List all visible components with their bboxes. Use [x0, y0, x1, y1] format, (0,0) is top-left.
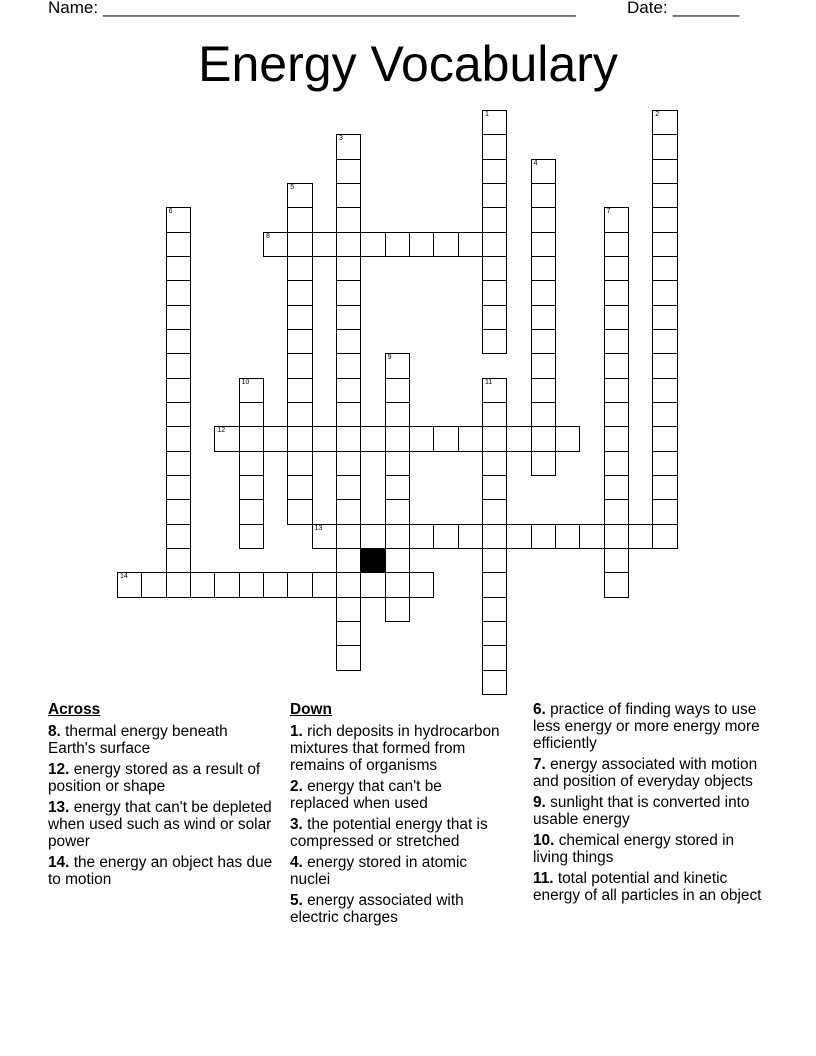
crossword-cell[interactable] [385, 353, 410, 378]
clue-number: 9 [387, 354, 392, 362]
clue-number: 3 [338, 135, 343, 143]
crossword-cell[interactable] [482, 475, 507, 500]
crossword-cell[interactable] [385, 572, 410, 597]
name-label: Name: [48, 0, 99, 17]
crossword-cell[interactable] [604, 548, 629, 573]
crossword-cell[interactable] [482, 426, 507, 451]
crossword-cell[interactable] [531, 159, 556, 184]
crossword-cell[interactable] [336, 475, 361, 500]
crossword-cell[interactable] [531, 426, 556, 451]
crossword-cell[interactable] [287, 183, 312, 208]
crossword-cell[interactable] [287, 207, 312, 232]
crossword-cell[interactable] [482, 572, 507, 597]
crossword-cell[interactable] [506, 426, 531, 451]
crossword-cell[interactable] [604, 378, 629, 403]
clue-number: 10 [241, 378, 250, 386]
crossword-cell[interactable] [482, 597, 507, 622]
crossword-cell[interactable] [287, 256, 312, 281]
crossword-cell[interactable] [531, 183, 556, 208]
crossword-cell[interactable] [312, 232, 337, 257]
crossword-cell[interactable] [482, 378, 507, 403]
clue-down-3: 3. the potential energy that is compressed or stretched [290, 816, 488, 850]
name-line: __________________________________________________ [103, 0, 576, 17]
crossword-cell[interactable] [482, 110, 507, 135]
crossword-cell[interactable] [652, 353, 677, 378]
crossword-cell[interactable] [117, 572, 142, 597]
crossword-cell[interactable] [433, 524, 458, 549]
crossword-cell[interactable] [531, 524, 556, 549]
crossword-cell[interactable] [433, 232, 458, 257]
crossword-cell[interactable] [482, 305, 507, 330]
crossword-cell[interactable] [166, 378, 191, 403]
across-heading: Across [48, 701, 101, 718]
clue-across-13: 13. energy that can't be depleted when used such as wind or solar power [48, 799, 272, 850]
clue-across-8: 8. thermal energy beneath Earth's surface [48, 723, 228, 757]
page-title: Energy Vocabulary [198, 36, 618, 92]
black-square [360, 548, 385, 573]
crossword-cell[interactable] [336, 256, 361, 281]
down-heading: Down [290, 701, 332, 718]
crossword-cell[interactable] [166, 329, 191, 354]
crossword-cell[interactable] [166, 305, 191, 330]
crossword-cell[interactable] [166, 499, 191, 524]
crossword-cell[interactable] [336, 524, 361, 549]
crossword-cell[interactable] [336, 134, 361, 159]
clue-number: 13 [314, 524, 323, 532]
clue-number: 6 [168, 208, 173, 216]
crossword-cell[interactable] [312, 524, 337, 549]
crossword-cell[interactable] [385, 524, 410, 549]
crossword-cell[interactable] [652, 402, 677, 427]
crossword-cell[interactable] [287, 572, 312, 597]
crossword-cell[interactable] [652, 232, 677, 257]
crossword-cell[interactable] [652, 183, 677, 208]
crossword-cell[interactable] [604, 572, 629, 597]
crossword-cell[interactable] [287, 280, 312, 305]
crossword-cell[interactable] [336, 378, 361, 403]
crossword-cell[interactable] [336, 183, 361, 208]
crossword-cell[interactable] [287, 475, 312, 500]
crossword-cell[interactable] [652, 426, 677, 451]
clue-down-11: 11. total potential and kinetic energy of all particles in an object [533, 870, 762, 904]
crossword-cell[interactable] [628, 524, 653, 549]
crossword-cell[interactable] [287, 232, 312, 257]
crossword-cell[interactable] [166, 572, 191, 597]
clue-down-1: 1. rich deposits in hydrocarbon mixtures that formed from remains of organisms [290, 723, 500, 774]
crossword-cell[interactable] [458, 426, 483, 451]
crossword-cell[interactable] [385, 426, 410, 451]
crossword-cell[interactable] [652, 499, 677, 524]
crossword-cell[interactable] [652, 134, 677, 159]
crossword-cell[interactable] [385, 475, 410, 500]
crossword-cell[interactable] [263, 232, 288, 257]
crossword-cell[interactable] [336, 353, 361, 378]
crossword-cell[interactable] [458, 232, 483, 257]
crossword-cell[interactable] [385, 451, 410, 476]
crossword-cell[interactable] [604, 207, 629, 232]
crossword-cell[interactable] [263, 572, 288, 597]
clue-down-6: 6. practice of finding ways to use less energy or more energy more efficiently [533, 701, 760, 752]
crossword-cell[interactable] [287, 426, 312, 451]
crossword-cell[interactable] [287, 499, 312, 524]
crossword-cell[interactable] [604, 329, 629, 354]
crossword-cell[interactable] [531, 451, 556, 476]
crossword-cell[interactable] [652, 378, 677, 403]
crossword-cell[interactable] [604, 280, 629, 305]
across-clues [48, 701, 276, 892]
crossword-cell[interactable] [239, 524, 264, 549]
crossword-cell[interactable] [652, 524, 677, 549]
clue-number: 14 [120, 573, 128, 581]
crossword-cell[interactable] [482, 329, 507, 354]
crossword-cell[interactable] [531, 232, 556, 257]
clue-number: 8 [265, 232, 270, 240]
crossword-cell[interactable] [652, 451, 677, 476]
crossword-cell[interactable] [555, 426, 580, 451]
crossword-cell[interactable] [287, 353, 312, 378]
crossword-cell[interactable] [652, 110, 677, 135]
clue-number: 2 [655, 111, 660, 118]
crossword-cell[interactable] [287, 451, 312, 476]
crossword-cell[interactable] [190, 572, 215, 597]
crossword-cell[interactable] [239, 426, 264, 451]
crossword-cell[interactable] [652, 159, 677, 184]
crossword-cell[interactable] [336, 280, 361, 305]
crossword-cell[interactable] [287, 305, 312, 330]
crossword-cell[interactable] [531, 353, 556, 378]
clue-number: 7 [606, 208, 611, 216]
crossword-cell[interactable] [239, 378, 264, 403]
crossword-cell[interactable] [433, 426, 458, 451]
crossword-cell[interactable] [141, 572, 166, 597]
crossword-cell[interactable] [166, 402, 191, 427]
crossword-cell[interactable] [482, 548, 507, 573]
crossword-cell[interactable] [287, 402, 312, 427]
crossword-cell[interactable] [336, 621, 361, 646]
crossword-cell[interactable] [531, 207, 556, 232]
crossword-cell[interactable] [482, 280, 507, 305]
clue-number: 1 [484, 111, 489, 118]
crossword-cell[interactable] [482, 524, 507, 549]
crossword-cell[interactable] [239, 451, 264, 476]
down-clues-col2 [533, 701, 768, 908]
crossword-cell[interactable] [531, 305, 556, 330]
crossword-cell[interactable] [604, 499, 629, 524]
crossword-cell[interactable] [458, 524, 483, 549]
crossword-cell[interactable] [482, 134, 507, 159]
clue-down-10: 10. chemical energy stored in living things [533, 832, 735, 866]
crossword-cell[interactable] [482, 621, 507, 646]
crossword-cell[interactable] [336, 159, 361, 184]
crossword-cell[interactable] [166, 451, 191, 476]
crossword-cell[interactable] [214, 426, 239, 451]
crossword-cell[interactable] [166, 426, 191, 451]
crossword-cell[interactable] [385, 232, 410, 257]
crossword-cell[interactable] [604, 451, 629, 476]
crossword-cell[interactable] [336, 232, 361, 257]
crossword-cell[interactable] [214, 572, 239, 597]
crossword-cell[interactable] [385, 402, 410, 427]
crossword-cell[interactable] [482, 645, 507, 670]
crossword-cell[interactable] [531, 378, 556, 403]
crossword-cell[interactable] [604, 232, 629, 257]
crossword-cell[interactable] [336, 597, 361, 622]
crossword-cell[interactable] [287, 329, 312, 354]
crossword-cell[interactable] [239, 402, 264, 427]
crossword-cell[interactable] [263, 426, 288, 451]
clue-number: 12 [217, 427, 226, 435]
crossword-cell[interactable] [555, 524, 580, 549]
crossword-cell[interactable] [239, 572, 264, 597]
crossword-cell[interactable] [652, 329, 677, 354]
clue-number: 4 [533, 159, 538, 167]
crossword-cell[interactable] [531, 402, 556, 427]
crossword-cell[interactable] [531, 329, 556, 354]
crossword-cell[interactable] [239, 475, 264, 500]
crossword-cell[interactable] [166, 280, 191, 305]
crossword-cell[interactable] [385, 548, 410, 573]
crossword-cell[interactable] [312, 572, 337, 597]
crossword-cell[interactable] [604, 524, 629, 549]
crossword-cell[interactable] [166, 232, 191, 257]
crossword-cell[interactable] [604, 305, 629, 330]
crossword-cell[interactable] [385, 378, 410, 403]
crossword-cell[interactable] [166, 524, 191, 549]
clue-down-9: 9. sunlight that is converted into usable energy [533, 794, 750, 828]
down-clues-col1 [290, 701, 505, 930]
crossword-cell[interactable] [336, 426, 361, 451]
date-label: Date: [627, 0, 668, 17]
crossword-cell[interactable] [166, 353, 191, 378]
crossword-cell[interactable] [604, 402, 629, 427]
crossword-cell[interactable] [652, 207, 677, 232]
crossword-cell[interactable] [652, 475, 677, 500]
clue-across-12: 12. energy stored as a result of position or shape [48, 761, 261, 795]
crossword-cell[interactable] [482, 402, 507, 427]
crossword-cell[interactable] [166, 475, 191, 500]
crossword-cell[interactable] [604, 256, 629, 281]
crossword-cell[interactable] [409, 426, 434, 451]
clue-down-5: 5. energy associated with electric charges [290, 892, 464, 926]
clue-number: 5 [290, 183, 295, 191]
crossword-cell[interactable] [604, 426, 629, 451]
crossword-cell[interactable] [531, 280, 556, 305]
crossword-cell[interactable] [360, 426, 385, 451]
crossword-cell[interactable] [482, 183, 507, 208]
crossword-cell[interactable] [482, 232, 507, 257]
crossword-cell[interactable] [604, 353, 629, 378]
crossword-cell[interactable] [652, 305, 677, 330]
crossword-cell[interactable] [360, 232, 385, 257]
crossword-cell[interactable] [239, 499, 264, 524]
clue-down-4: 4. energy stored in atomic nuclei [290, 854, 468, 888]
crossword-cell[interactable] [652, 280, 677, 305]
crossword-cell[interactable] [409, 232, 434, 257]
crossword-cell[interactable] [336, 548, 361, 573]
crossword-cell[interactable] [360, 524, 385, 549]
crossword-cell[interactable] [166, 207, 191, 232]
crossword-cell[interactable] [482, 451, 507, 476]
clue-across-14: 14. the energy an object has due to motion [48, 854, 273, 888]
crossword-cell[interactable] [336, 402, 361, 427]
crossword-cell[interactable] [336, 305, 361, 330]
crossword-cell[interactable] [579, 524, 604, 549]
crossword-cell[interactable] [482, 207, 507, 232]
clue-down-7: 7. energy associated with motion and position of everyday objects [533, 756, 758, 790]
crossword-cell[interactable] [385, 597, 410, 622]
crossword-cell[interactable] [482, 256, 507, 281]
crossword-cell[interactable] [336, 451, 361, 476]
crossword-cell[interactable] [336, 572, 361, 597]
crossword-cell[interactable] [409, 524, 434, 549]
crossword-cell[interactable] [506, 524, 531, 549]
crossword-cell[interactable] [336, 499, 361, 524]
clue-number: 11 [484, 378, 493, 386]
crossword-cell[interactable] [360, 572, 385, 597]
date-line: _______ [673, 0, 740, 17]
crossword-cell[interactable] [312, 426, 337, 451]
crossword-cell[interactable] [336, 329, 361, 354]
crossword-cell[interactable] [482, 159, 507, 184]
crossword-cell[interactable] [482, 499, 507, 524]
clue-down-2: 2. energy that can't be replaced when used [290, 778, 442, 812]
crossword-cell[interactable] [166, 548, 191, 573]
crossword-cell[interactable] [604, 475, 629, 500]
crossword-cell[interactable] [652, 256, 677, 281]
crossword-cell[interactable] [336, 645, 361, 670]
crossword-cell[interactable] [287, 378, 312, 403]
crossword-cell[interactable] [336, 207, 361, 232]
crossword-cell[interactable] [531, 256, 556, 281]
crossword-cell[interactable] [385, 499, 410, 524]
crossword-cell[interactable] [409, 572, 434, 597]
crossword-cell[interactable] [482, 670, 507, 695]
crossword-cell[interactable] [166, 256, 191, 281]
